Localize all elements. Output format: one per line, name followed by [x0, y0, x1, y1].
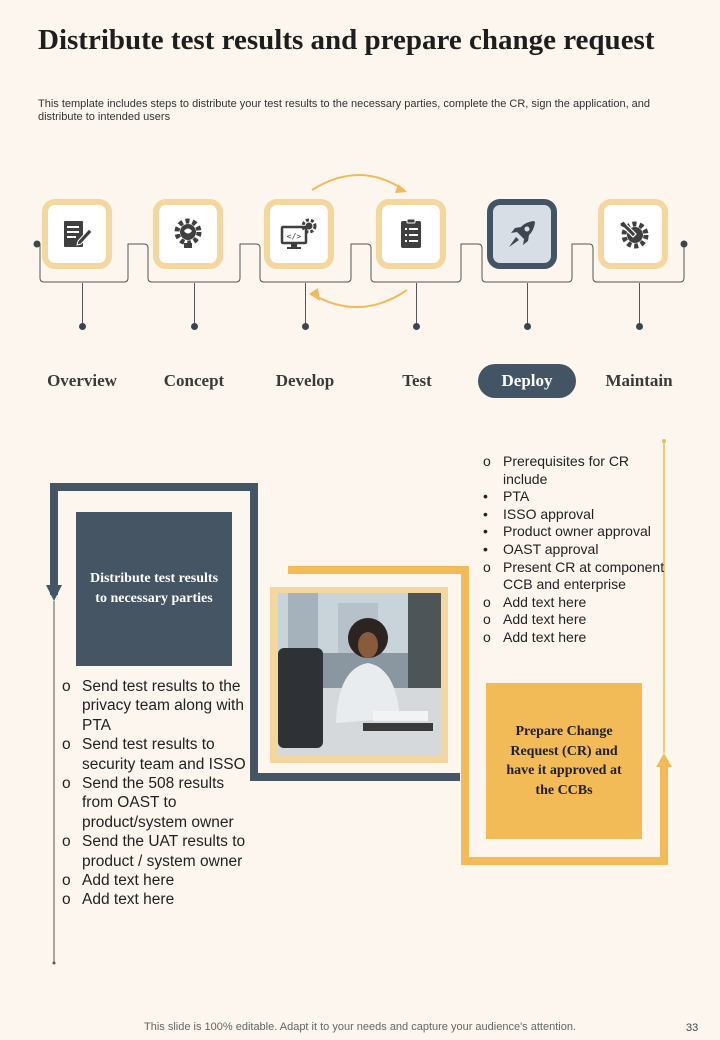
office-photo [278, 593, 441, 756]
distribute-results-list [62, 677, 252, 910]
list-item: o Send test results to the privacy team along with PTA [62, 677, 252, 735]
document-pen-icon [60, 217, 94, 251]
list-item: o Send the UAT results to product / system owner [62, 832, 252, 871]
step-box-concept [153, 199, 223, 269]
list-item: o Add text here [483, 611, 673, 629]
step-box-develop [264, 199, 334, 269]
change-request-box [486, 683, 642, 839]
step-box-overview [42, 199, 112, 269]
gear-brain-icon [171, 217, 205, 251]
step-connector-dot [636, 323, 643, 330]
list-item: • OAST approval [483, 541, 673, 559]
list-item: o Add text here [483, 594, 673, 612]
list-item: o Send the 508 results from OAST to product/system owner [62, 774, 252, 832]
footer-note: This slide is 100% editable. Adapt it to your needs and capture your audience's attention. [144, 1021, 576, 1033]
rocket-icon [505, 217, 539, 251]
step-connector-line [305, 283, 306, 325]
page-subtitle: This template includes steps to distribute your test results to the necessary parties, complete the CR, sign the application, and distribute to intended users [38, 98, 651, 123]
step-connector-line [527, 283, 528, 325]
clipboard-checklist-icon [394, 217, 428, 251]
step-label-deploy: Deploy [478, 364, 576, 398]
step-connector-dot [413, 323, 420, 330]
list-item: o Add text here [483, 629, 673, 647]
step-connector-line [639, 283, 640, 325]
step-label-concept: Concept [163, 371, 225, 390]
distribute-results-box [76, 512, 232, 666]
step-label-maintain: Maintain [605, 371, 673, 390]
list-item: • PTA [483, 488, 673, 506]
list-item: o Present CR at component CCB and enterprise [483, 559, 673, 594]
step-connector-dot [302, 323, 309, 330]
list-item: o Add text here [62, 890, 252, 909]
change-request-text: Prepare Change Request (CR) and have it approved at the CCBs [506, 724, 622, 798]
step-label-test: Test [402, 371, 432, 390]
step-box-test [376, 199, 446, 269]
list-item: • Product owner approval [483, 523, 673, 541]
step-connector-line [82, 283, 83, 325]
step-connector-dot [191, 323, 198, 330]
step-connector-line [416, 283, 417, 325]
step-connector-dot [79, 323, 86, 330]
step-label-develop: Develop [275, 371, 335, 390]
step-box-maintain [598, 199, 668, 269]
step-connector-dot [524, 323, 531, 330]
code-screen-gear-icon [280, 217, 318, 251]
svg-text:</>: </> [286, 232, 302, 241]
page-number: 33 [686, 1022, 699, 1034]
step-connector-line [194, 283, 195, 325]
step-label-overview: Overview [47, 371, 117, 390]
list-item: • ISSO approval [483, 506, 673, 524]
list-item: o Add text here [62, 871, 252, 890]
gear-wrench-icon [616, 217, 650, 251]
distribute-results-text: Distribute test results to necessary parties [89, 571, 219, 606]
list-item: o Prerequisites for CR include [483, 453, 673, 488]
page-title: Distribute test results and prepare change request [38, 24, 655, 56]
step-box-deploy [487, 199, 557, 269]
change-request-list [483, 453, 673, 647]
list-item: o Send test results to security team and ISSO [62, 735, 252, 774]
